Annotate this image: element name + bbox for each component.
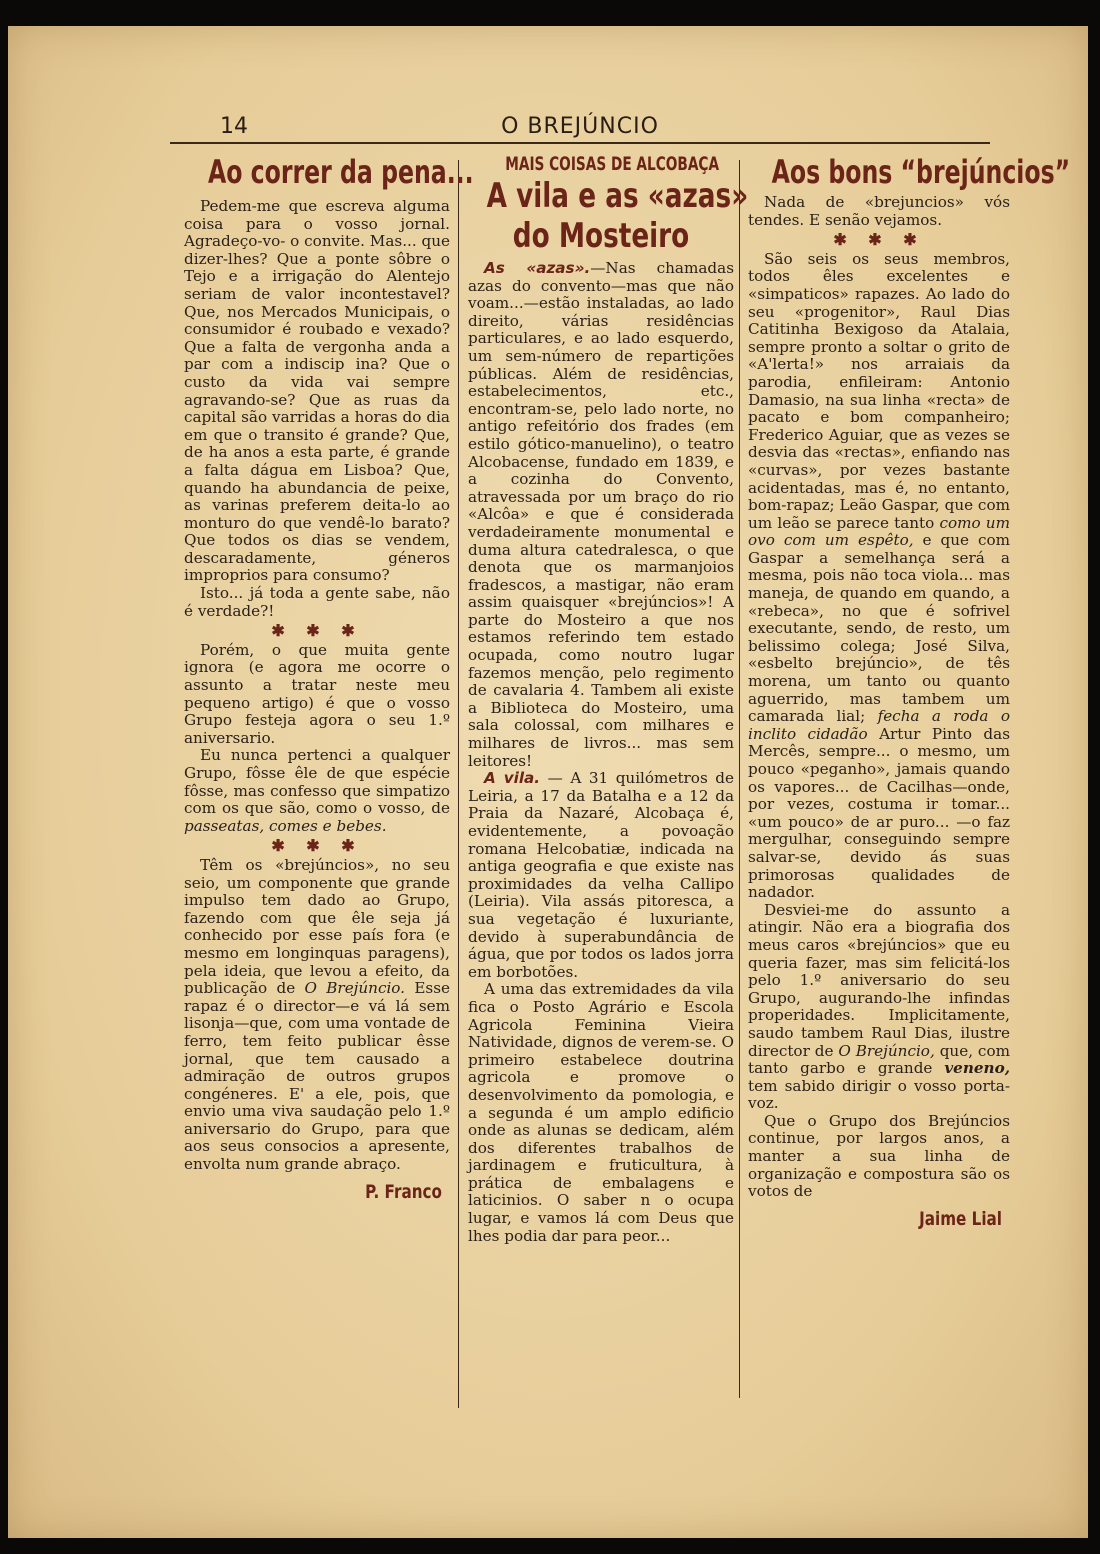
italic-text: O Brejúncio. — [304, 979, 406, 998]
paragraph: A uma das extremidades da vila fica o Posto Agrário e Escola Agricola Feminina Vieira Natividade, dignos de verem-se. O primeiro estabelece doutrina agricola e promove o desenvolvimento da pomologia, e a segunda é um amplo edificio onde as alunas se dedicam, além dos diferentes trabalhos de jardinagem e fruticultura, à prática de embalagens e laticinios. O saber n o ocupa lugar, e vamos lá com Deus que lhes podia dar para peor... — [468, 980, 734, 1245]
paragraph: Que o Grupo dos Brejúncios continue, por largos anos, a manter a sua linha de organização e compostura são os votos de — [748, 1111, 1010, 1201]
italic-text: passeatas, comes e bebes. — [184, 816, 387, 835]
lead-in: A vila. — [484, 769, 541, 788]
italic-text: O Brejúncio, — [838, 1041, 935, 1060]
article-a-vila-e-as-azas — [468, 148, 749, 1245]
author-signature: Jaime Lial — [919, 1207, 1002, 1230]
paragraph — [468, 260, 734, 770]
paragraph-text: e que com Gaspar a semelhança será a mesma, pois não toca viola... mas maneja, de quando em quando, a «rebeca», no que é sofrivel executante, sendo, de resto, um belissimo colega; José Silva, «esbelto brejúncio», de tês morena, um tanto ou quanto aguerrido, mas tambem um camarada lial; — [748, 531, 1011, 726]
italic-text: fecha a roda o inclito cidadão — [748, 707, 1010, 743]
paragraph — [184, 747, 450, 835]
paragraph-text: que, com tanto garbo e grande — [748, 1041, 1010, 1078]
paragraph-text: — A 31 quilómetros de Leiria, a 17 da Batalha e a 12 da Praia da Nazaré, Alcobaça é, evidentemente, a povoação romana Helcobatiæ, indicada na antiga geografia e que existe nas proximidades da velha Callipo (Leiria). Vila assás pitoresca, a sua vegetação é luxuriante, devido à superabundância de água, que por todos os lados jorra em borbotões. — [468, 769, 734, 981]
paragraph-text: Artur Pinto das Mercês, sempre... o mesmo, um pouco «peganho», jamais quando os vapores... de Cacilhas—onde, por vezes, costuma ir tomar... «um pouco» de ar puro... —o faz mergulhar, conseguindo sempre salvar-se, devido ás suas primorosas qualidades de nadador. — [748, 724, 1011, 902]
author-signature: P. Franco — [365, 1180, 442, 1203]
paragraph-text: Têm os «brejúncios», no seu seio, um componente que grande impulso tem dado ao Grupo, fazendo com que êle seja já conhecido por esse país fora (e mesmo em longinquas paragens), pela ideia, que levou a efeito, da publicação de — [184, 855, 450, 998]
article-title-line2: do Mosteiro — [512, 216, 690, 256]
article-kicker: MAIS COISAS DE ALCOBAÇA — [505, 153, 720, 175]
paragraph-text: Esse rapaz é o director—e vá lá sem lisonja—que, com uma vontade de ferro, tem feito publicar êsse jornal, que tem causado a admiração de outros grupos congéneres. E' a ele, pois, que envio uma viva saudação pelo 1.º aniversario do Grupo, para que aos seus consocios a apresente, envolta num grande abraço. — [184, 979, 450, 1174]
bold-text: veneno, — [944, 1059, 1010, 1078]
paragraph-text: São seis os seus membros, todos êles excelentes e «simpaticos» rapazes. Ao lado do seu «progenitor», Raul Dias Catitinha Bexigoso da Atalaia, sempre pronto a soltar o grito de «A'lerta!» nos arraiais da parodia, enfileiram: Antonio Damasio, na sua linha «recta» de pacato e bom companheiro; Frederico Aguiar, que as vezes se desvia das «rectas», enfiando nas «curvas», por vezes bastante acidentadas, mas é, no entanto, bom-rapaz; Leão Gaspar, que com um leão se parece tanto — [748, 249, 1010, 532]
paragraph-text: tem sabido dirigir o vosso porta-voz. — [748, 1076, 1010, 1113]
masthead-title: O BREJÚNCIO — [501, 114, 659, 139]
section-break-asterisks: ✱ ✱ ✱ — [833, 230, 925, 250]
article-ao-correr-da-pena — [184, 148, 474, 1203]
italic-text: como um ovo com um espêto, — [748, 513, 1010, 550]
article-title-line1: A vila e as «azas» — [486, 176, 749, 216]
article-aos-bons-brejuncios — [748, 148, 1071, 1230]
paragraph — [748, 251, 1010, 902]
paragraph: Pedem-me que escreva alguma coisa para o vosso jornal. Agradeço-vo- o convite. Mas... que dizer-lhes? Que a ponte sôbre o Tejo e a irrigação do Alentejo seriam de valor incontestavel? Que, nos Mercados Municipais, o consumidor é roubado e vexado? Que a falta de vergonha anda a par com a indiscip ina? Que o custo da vida vai sempre agravando-se? Que as ruas da capital são varridas a horas do dia em que o transito é grande? Que, de ha anos a esta parte, é grande a falta dágua em Lisboa? Que, quando ha abundancia de peixe, as varinas preferem deita-lo ao monturo do que vendê-lo barato? Que todos os dias se vendem, descaradamente, géneros improprios para consumo? — [184, 197, 450, 585]
column-divider — [458, 160, 459, 1408]
section-break-asterisks: ✱ ✱ ✱ — [271, 621, 363, 641]
running-header — [170, 112, 990, 144]
article-title: Ao correr da pena... — [207, 153, 474, 191]
article-title: Aos bons “brejúncios” — [771, 153, 1071, 191]
paragraph: Isto... já toda a gente sabe, não é verdade?! — [184, 584, 450, 620]
paragraph — [468, 770, 734, 981]
lead-in: As «azas». — [484, 259, 591, 277]
paragraph-text: Desviei-me do assunto a atingir. Não era a biografia dos meus caros «brejúncios» que eu queria fazer, mas sim felicitá-los pelo 1.º aniversario do seu Grupo, augurando-lhe infindas properidades. Implicitamente, saudo tambem Raul Dias, ilustre director de — [748, 900, 1010, 1060]
paragraph: Porém, o que muita gente ignora (e agora me ocorre o assunto a tratar neste meu pequeno artigo) é que o vosso Grupo festeja agora o seu 1.º aniversario. — [184, 640, 450, 747]
page-number: 14 — [220, 114, 248, 139]
paragraph — [748, 902, 1010, 1113]
paragraph — [184, 857, 450, 1174]
section-break-asterisks: ✱ ✱ ✱ — [271, 836, 363, 856]
paragraph-text: Eu nunca pertenci a qualquer Grupo, fôsse êle de que espécie fôsse, mas confesso que simpatizo com os que são, como o vosso, de — [184, 746, 450, 818]
paragraph: Nada de «brejuncios» vós tendes. E senão vejamos. — [748, 193, 1010, 229]
paragraph-text: —Nas chamadas azas do convento—mas que não voam...—estão instaladas, ao lado direito, várias residências particulares, e ao lado esquerdo, um sem-número de repartições públicas. Além de residências, estabelecimentos, etc., encontram-se, pelo lado norte, no antigo refeitório dos frades (em estilo gótico-manuelino), o teatro Alcobacense, fundado em 1839, e a cozinha do Convento, atravessada por um braço do rio «Alcôa» e que é considerada verdadeiramente monumental e duma altura catedralesca, o que denota que os marmanjoios fradescos, a mastigar, não eram assim quaisquer «brejúncios»! A parte do Mosteiro a que nos estamos referindo tem estado ocupada, como noutro lugar fazemos menção, pelo regimento de cavalaria 4. Tambem ali existe a Biblioteca do Mosteiro, uma sala colossal, com milhares e milhares de livros... mas sem leitores! — [468, 259, 734, 770]
column-divider — [739, 160, 740, 1398]
